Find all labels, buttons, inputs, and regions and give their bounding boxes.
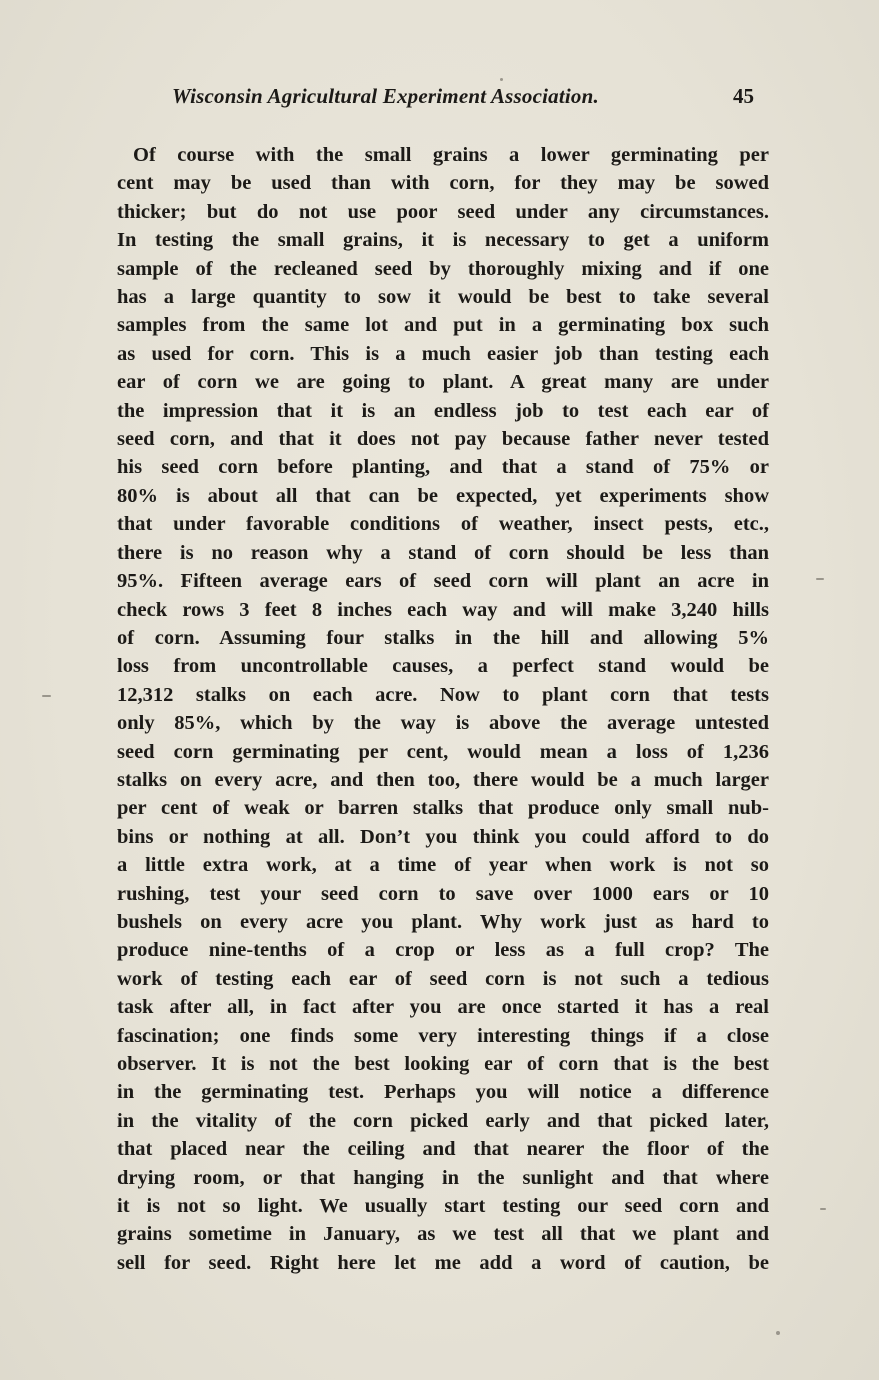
paper-speck — [816, 578, 824, 580]
text-line: Of course with the small grains a lower germinating per — [133, 144, 769, 166]
text-line: the impression that it is an endless job to test each ear of — [117, 399, 769, 422]
text-line: work of testing each ear of seed corn is not such a tedious — [117, 967, 769, 990]
page-number: 45 — [733, 84, 754, 108]
text-line: it is not so light. We usually start testing our seed corn and — [117, 1195, 769, 1218]
text-line: in the vitality of the corn picked early and that picked later, — [117, 1109, 769, 1132]
paper-speck — [776, 1331, 780, 1335]
text-line: In testing the small grains, it is necessary to get a uniform — [117, 229, 769, 252]
text-line: sell for seed. Right here let me add a word of caution, be — [117, 1251, 769, 1274]
text-line: bins or nothing at all. Don’t you think you could afford to do — [117, 825, 769, 848]
text-line: per cent of weak or barren stalks that produce only small nub- — [117, 797, 769, 820]
text-line: that placed near the ceiling and that nearer the floor of the — [117, 1138, 769, 1161]
text-line: seed corn, and that it does not pay because father never tested — [117, 428, 769, 451]
text-line: has a large quantity to sow it would be best to take several — [117, 286, 769, 309]
text-line: there is no reason why a stand of corn should be less than — [117, 541, 769, 564]
running-title: Wisconsin Agricultural Experiment Association. — [172, 84, 599, 108]
text-line: drying room, or that hanging in the sunlight and that where — [117, 1166, 769, 1189]
text-line: seed corn germinating per cent, would mean a loss of 1,236 — [117, 740, 769, 763]
text-line: stalks on every acre, and then too, there would be a much larger — [117, 768, 769, 791]
text-line: rushing, test your seed corn to save over 1000 ears or 10 — [117, 882, 769, 905]
text-line: sample of the recleaned seed by thoroughly mixing and if one — [117, 257, 769, 280]
text-line: produce nine-tenths of a crop or less as a full crop? The — [117, 939, 769, 962]
text-line: loss from uncontrollable causes, a perfect stand would be — [117, 655, 769, 678]
text-line: of corn. Assuming four stalks in the hill and allowing 5% — [117, 626, 769, 649]
text-line: check rows 3 feet 8 inches each way and will make 3,240 hills — [117, 598, 769, 621]
text-line: only 85%, which by the way is above the average untested — [117, 712, 769, 735]
text-line: cent may be used than with corn, for they may be sowed — [117, 172, 769, 195]
text-line: task after all, in fact after you are once started it has a real — [117, 996, 769, 1019]
paper-speck — [500, 78, 503, 81]
text-line: fascination; one finds some very interesting things if a close — [117, 1024, 769, 1047]
text-line: 95%. Fifteen average ears of seed corn will plant an acre in — [117, 570, 769, 593]
paper-speck — [820, 1208, 826, 1210]
text-line: grains sometime in January, as we test all that we plant and — [117, 1223, 769, 1246]
body-paragraph — [117, 141, 769, 1277]
text-line: 12,312 stalks on each acre. Now to plant corn that tests — [117, 683, 769, 706]
text-line: thicker; but do not use poor seed under any circumstances. — [117, 200, 769, 223]
text-line: 80% is about all that can be expected, yet experiments show — [117, 484, 769, 507]
text-line: ear of corn we are going to plant. A great many are under — [117, 371, 769, 394]
text-line: samples from the same lot and put in a germinating box such — [117, 314, 769, 337]
text-line: as used for corn. This is a much easier job than testing each — [117, 342, 769, 365]
text-line: his seed corn before planting, and that a stand of 75% or — [117, 456, 769, 479]
paper-speck — [42, 695, 51, 697]
text-line: a little extra work, at a time of year when work is not so — [117, 854, 769, 877]
page-header — [172, 84, 758, 114]
text-line: observer. It is not the best looking ear of corn that is the best — [117, 1053, 769, 1075]
text-line: that under favorable conditions of weather, insect pests, etc., — [117, 513, 769, 536]
text-line: in the germinating test. Perhaps you will notice a difference — [117, 1081, 769, 1104]
text-line: bushels on every acre you plant. Why work just as hard to — [117, 910, 769, 933]
